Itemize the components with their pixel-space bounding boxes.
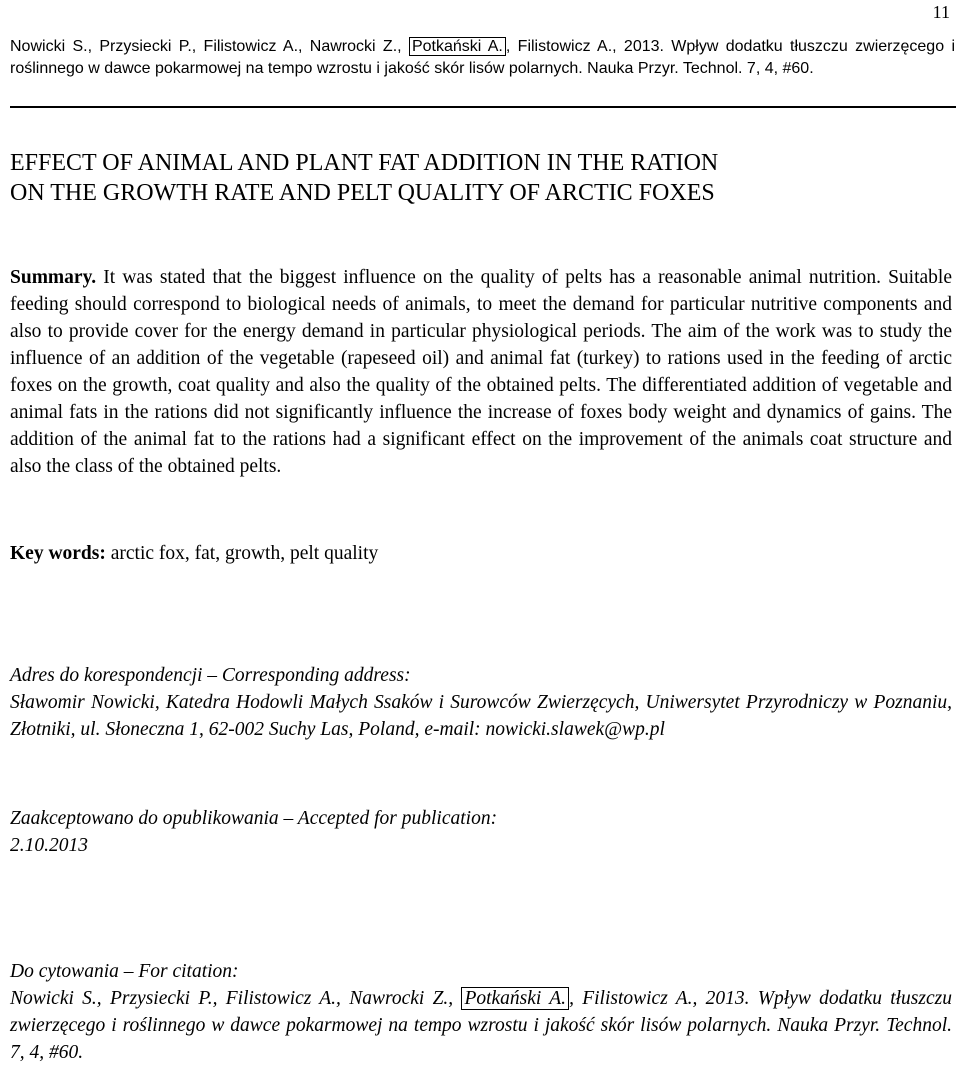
header-highlighted-author: Potkański A.: [409, 37, 506, 56]
article-title-line-2: ON THE GROWTH RATE AND PELT QUALITY OF ARCTIC FOXES: [10, 180, 715, 206]
article-title-line-1: EFFECT OF ANIMAL AND PLANT FAT ADDITION IN THE RATION: [10, 150, 719, 176]
article-title: [10, 148, 955, 208]
accepted-for-publication: [10, 805, 952, 859]
accepted-heading: Zaakceptowano do opublikowania – Accepted for publication:: [10, 808, 498, 829]
citation-heading: Do cytowania – For citation:: [10, 961, 239, 982]
corresponding-address: [10, 662, 952, 743]
keywords: [10, 540, 952, 567]
citation-highlighted-author: Potkański A.: [461, 987, 569, 1010]
summary-paragraph: [10, 264, 952, 480]
address-heading: Adres do korespondencji – Corresponding address:: [10, 665, 411, 686]
page-number: 11: [932, 2, 950, 22]
citation-rest: , Filistowicz A., 2013. Wpływ dodatku tłuszczu zwierzęcego i roślinnego w dawce pokarmowej na tempo wzrostu i jakość skór lisów polarnych. Nauka Przyr. Technol. 7, 4, #60.: [10, 988, 952, 1063]
header-citation-authors: Nowicki S., Przysiecki P., Filistowicz A., Nawrocki Z.,: [10, 38, 409, 55]
keywords-label: Key words:: [10, 543, 106, 564]
summary-text: It was stated that the biggest influence on the quality of pelts has a reasonable animal nutrition. Suitable feeding should correspond to biological needs of animals, to meet the demand for particular nutritive components and also to provide cover for the energy demand in particular physiological periods. The aim of the work was to study the influence of an addition of the vegetable (rapeseed oil) and animal fat (turkey) to rations used in the feeding of arctic foxes on the growth, coat quality and also the quality of the obtained pelts. The differentiated addition of vegetable and animal fats in the rations did not significantly influence the increase of foxes body weight and dynamics of gains. The addition of the animal fat to the rations had a significant effect on the improvement of the animals coat structure and also the class of the obtained pelts.: [10, 267, 952, 477]
running-header-citation: [10, 36, 955, 80]
accepted-date: 2.10.2013: [10, 835, 88, 856]
header-citation-rest: , Filistowicz A., 2013. Wpływ dodatku tłuszczu zwierzęcego i roślinnego w dawce pokarmowej na tempo wzrostu i jakość skór lisów polarnych. Nauka Przyr. Technol. 7, 4, #60.: [10, 38, 955, 77]
header-divider: [10, 106, 956, 108]
address-text: Sławomir Nowicki, Katedra Hodowli Małych Ssaków i Surowców Zwierzęcych, Uniwersytet Przyrodniczy w Poznaniu, Złotniki, ul. Słoneczna 1, 62-002 Suchy Las, Poland, e-mail: nowicki.slawek@wp.pl: [10, 692, 952, 740]
citation-text: [10, 985, 952, 1066]
keywords-text: arctic fox, fat, growth, pelt quality: [105, 543, 379, 564]
for-citation: [10, 958, 952, 1066]
summary-label: Summary.: [10, 267, 97, 288]
citation-authors: Nowicki S., Przysiecki P., Filistowicz A., Nawrocki Z.,: [10, 988, 462, 1009]
